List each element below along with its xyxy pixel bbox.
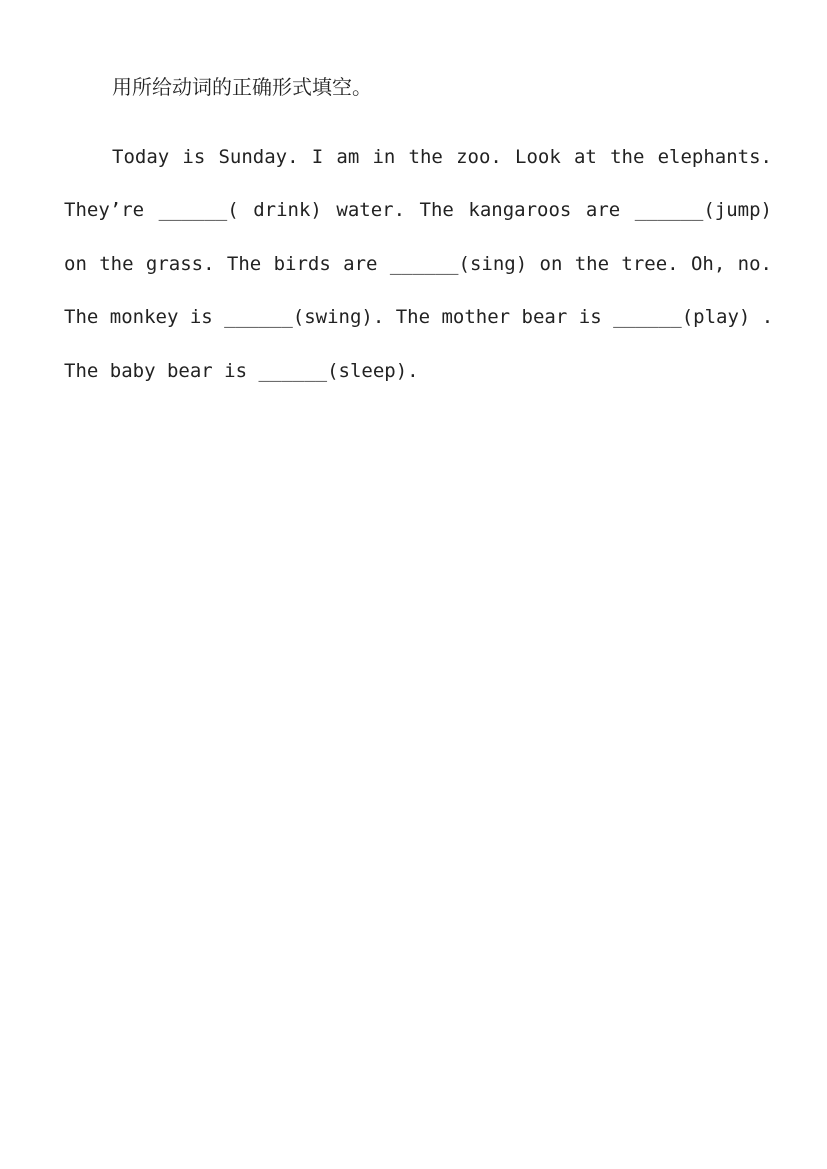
- passage-line-2: They’re ______( drink) water. The kangaroos are ______(jump): [64, 199, 772, 221]
- passage-line-3: on the grass. The birds are ______(sing) on the tree. Oh, no.: [64, 253, 772, 275]
- passage-line-1: Today is Sunday. I am in the zoo. Look at the elephants.: [112, 146, 772, 168]
- exercise-instruction: 用所给动词的正确形式填空。: [112, 75, 372, 99]
- passage-line-5: The baby bear is ______(sleep).: [64, 360, 419, 382]
- passage-line-4: The monkey is ______(swing). The mother bear is ______(play) .: [64, 306, 774, 328]
